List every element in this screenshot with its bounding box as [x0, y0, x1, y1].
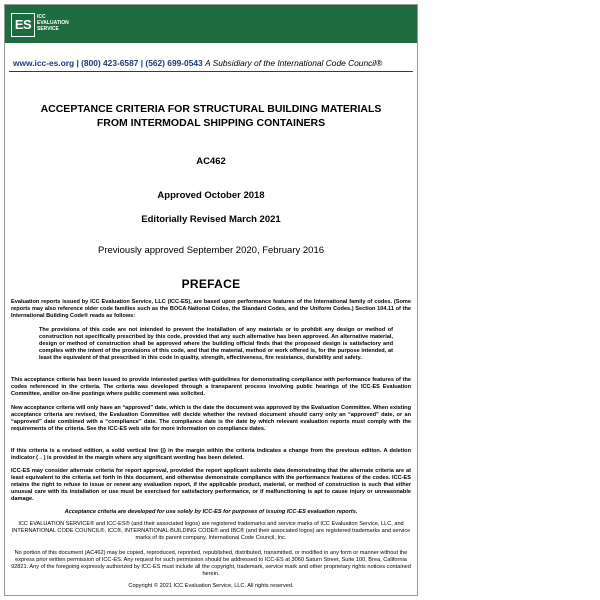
header-rule: [9, 71, 413, 72]
paragraph-permissions: No portion of this document (AC462) may be copied, reproduced, reprinted, republished, distributed, transmitted, or modified in any form or manner without the express prior written permission of ICC-ES. Any request for such permission should be addressed to ICC-ES at 3060 Saturn Street, Suite 100, Brea, California 92821. Any of the foregoing expressly authorized by ICC-ES must include all the copyright, trademark, service mark and other proprietary rights notices contained herein.: [11, 550, 411, 577]
ibc-quote: [11, 327, 411, 362]
logo-line-1: ICC: [37, 14, 46, 20]
paragraph-text: ICC-ES may consider alternate criteria for report approval, provided the report applicant submits data demonstrating that the alternate criteria are at least equivalent to the criteria set forth in this document, and otherwise demonstrate compliance with the performance features of the codes. ICC-ES retains the right to refuse to issue or renew any evaluation report, if the applicable product, material, or method of construction is such that either unusual care with its installation or use must be exercised for satisfactory performance, or if malfunctioning is apt to cause injury or unreasonable damage.: [11, 468, 411, 502]
copyright-notice: Copyright © 2021 ICC Evaluation Service, LLC. All rights reserved.: [128, 583, 294, 589]
document-page: [4, 4, 418, 596]
logo-letters: ES: [14, 17, 32, 32]
document-code: AC462: [196, 156, 226, 167]
contact-bar: [13, 58, 413, 68]
header-banner: [5, 5, 417, 43]
preface-heading: PREFACE: [181, 277, 241, 291]
phone-1: (800) 423-6587: [81, 58, 139, 68]
paragraph-text: New acceptance criteria will only have an “approved” date, which is the date the document was approved by the Evaluation Committee. When existing acceptance criteria are revised, the Evaluation Committee will decide whether the revised document should carry only an “approved” date, or an “approved” date combined with a “compliance” date. The compliance date is the date by which relevant evaluation reports must comply with the requirements of the criteria. See the ICC-ES web site for more information on compliance dates.: [11, 405, 411, 432]
title-line-2: FROM INTERMODAL SHIPPING CONTAINERS: [96, 116, 326, 129]
revised-date: Editorially Revised March 2021: [141, 214, 281, 225]
logo-line-3: SERVICE: [37, 26, 59, 32]
paragraph-text: Evaluation reports issued by ICC Evaluation Service, LLC (ICC-ES), are based upon performance features of the International family of codes. (Some reports may also reference older code families such as the BOCA National Codes, the Standard Codes, and the Uniform Codes.) Section 104.11 of the International Building Code® reads as follows:: [11, 299, 411, 319]
separator: |: [140, 58, 144, 68]
document-title: [5, 103, 417, 130]
quote-text: The provisions of this code are not intended to prevent the installation of any materials or to prohibit any design or method of construction not specifically prescribed by this code, provided that any such alternative has been approved. An alternative material, design or method of construction shall be approved where the building official finds that the proposed design is satisfactory and complies with the intent of the provisions of this code, and that the material, method or work offered is, for the purpose intended, at least the equivalent of that prescribed in this code in quality, strength, effectiveness, fire resistance, durability and safety.: [39, 327, 393, 361]
website-link[interactable]: www.icc-es.org: [13, 58, 75, 68]
paragraph-trademarks: ICC EVALUATION SERVICE® and ICC-ES® (and their associated logos) are registered trademarks and service marks of ICC Evaluation Service, LLC, and INTERNATIONAL CODE COUNCIL®, ICC®, INTERNATIONAL BUILDING CODE® and IBC® (and their associated logos) are registered trademarks and service marks of its parent company, International Code Council, Inc.: [11, 521, 411, 541]
approved-date: Approved October 2018: [157, 190, 265, 201]
logo-line-2: EVALUATION: [37, 20, 69, 26]
paragraph-text: If this criteria is a revised edition, a solid vertical line (|) in the margin within the criteria indicates a change from the previous edition. A deletion indicator (→) is provided in the margin where any significant wording has been deleted.: [11, 448, 411, 461]
paragraph-approved-dates: [11, 405, 411, 433]
paragraph-usage-note: Acceptance criteria are developed for use solely by ICC-ES for purposes of issuing ICC-ES evaluation reports.: [64, 509, 358, 515]
title-line-1: ACCEPTANCE CRITERIA FOR STRUCTURAL BUILDING MATERIALS: [40, 103, 382, 115]
paragraph-evaluation-reports: [11, 299, 411, 320]
paragraph-text: This acceptance criteria has been issued to provide interested parties with guidelines for demonstrating compliance with performance features of the codes referenced in the criteria. The criteria was developed through a transparent process involving public hearings of the ICC-ES Evaluation Committee, and/or on-line postings where public comment was solicited.: [11, 377, 411, 397]
icc-es-logo: [11, 13, 35, 37]
previously-approved: Previously approved September 2020, February 2016: [97, 245, 325, 256]
logo-caption: [37, 14, 69, 32]
separator: |: [76, 58, 79, 68]
phone-2: (562) 699-0543: [145, 58, 203, 68]
paragraph-revision-marks: [11, 448, 411, 462]
paragraph-purpose: [11, 377, 411, 398]
subsidiary-tagline: A Subsidiary of the International Code Council®: [205, 58, 383, 68]
paragraph-alternate-criteria: [11, 468, 411, 503]
